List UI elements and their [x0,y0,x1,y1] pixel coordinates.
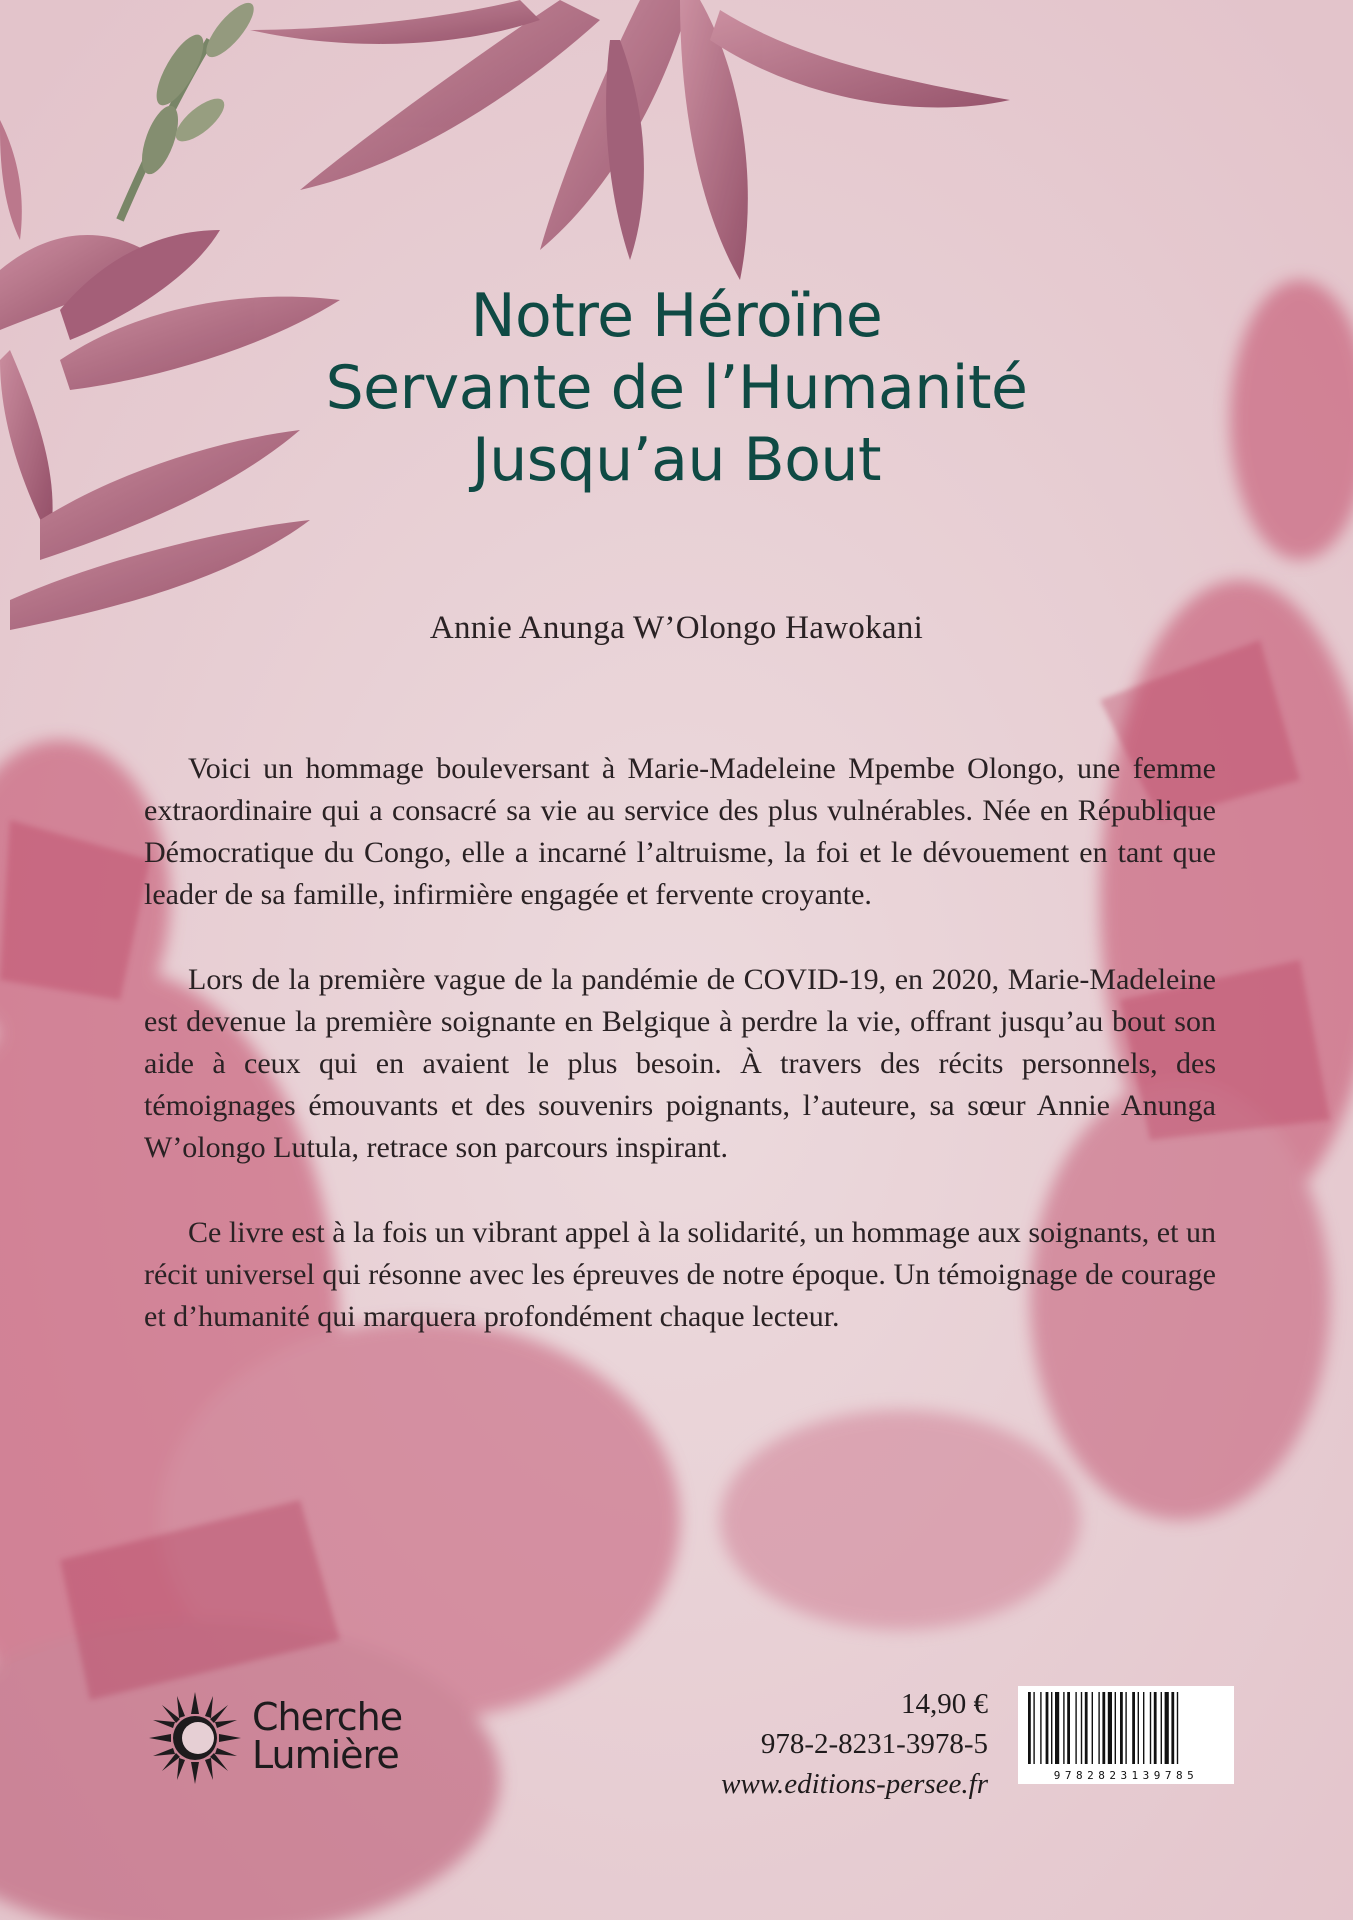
barcode-bar [1040,1692,1041,1764]
blurb-paragraph-3: Ce livre est à la fois un vibrant appel à la solidarité, un hommage aux soignants, et un récit universel qui résonne avec les épreuves de notre époque. Un témoignage de courage et d’humanité qui marquera profondément chaque lecteur. [144,1216,1216,1333]
barcode-bar [1063,1692,1064,1764]
publisher-name-line-1: Cherche [252,1695,403,1739]
pricing-block [721,1684,988,1804]
website-link[interactable]: www.editions-persee.fr [721,1768,988,1800]
barcode-bar [1075,1692,1076,1764]
barcode-bar [1154,1692,1157,1764]
barcode-bar [1125,1692,1126,1764]
publisher-name-line-2: Lumière [252,1733,399,1777]
barcode-bar [1098,1692,1099,1764]
barcode-bar [1115,1692,1116,1764]
barcode-bar [1171,1692,1174,1764]
barcode-bar [1132,1692,1135,1764]
barcode-bar [1165,1692,1169,1764]
barcode-bar [1028,1692,1031,1764]
barcode-bar [1102,1692,1105,1764]
blurb-paragraph-2: Lors de la première vague de la pandémie de COVID-19, en 2020, Marie-Madeleine est devenue la première soignante en Belgique à perdre la vie, offrant jusqu’au bout son aide à ceux qui en avaient le plus besoin. À travers des récits personnels, des témoignages émouvants et des souvenirs poignants, l’auteure, sa sœur Annie Anunga W’olongo Lutula, retrace son parcours inspirant. [144,963,1216,1164]
barcode-bar [1177,1692,1178,1764]
barcode-bar [1046,1692,1049,1764]
barcode-bars [1018,1686,1234,1768]
publisher-logo [145,1688,435,1788]
barcode-bar [1033,1692,1034,1764]
blurb-paragraph-1: Voici un hommage bouleversant à Marie-Madeleine Mpembe Olongo, une femme extraordinaire qui a consacré sa vie au service des plus vulnérables. Née en République Démocratique du Congo, elle a incarné l’altruisme, la foi et le dévouement en tant que leader de sa famille, infirmière engagée et fervente croyante. [144,752,1216,911]
sun-icon [145,1688,245,1788]
barcode-bar [1120,1692,1123,1764]
barcode-bar [1138,1692,1139,1764]
barcode-bar [1055,1692,1059,1764]
barcode-bar [1051,1692,1052,1764]
barcode-bar [1067,1692,1070,1764]
isbn: 978-2-8231-3978-5 [760,1728,988,1760]
book-title [0,280,1353,496]
title-line-1: Notre Héroïne [470,281,883,351]
barcode-bar [1161,1692,1162,1764]
barcode-bar [1108,1692,1112,1764]
barcode [1018,1686,1234,1784]
title-line-2: Servante de l’Humanité [325,353,1028,423]
publisher-name [252,1695,403,1777]
title-line-3: Jusqu’au Bout [472,425,881,495]
barcode-digits: 9782823139785 [1018,1769,1234,1782]
barcode-bar [1085,1692,1088,1764]
barcode-bar [1092,1692,1093,1764]
barcode-bar [1143,1692,1144,1764]
back-cover-blurb [144,748,1216,1381]
barcode-bar [1081,1692,1082,1764]
author-name: Annie Anunga W’Olongo Hawokani [429,610,924,646]
price: 14,90 € [901,1688,988,1720]
barcode-bar [1150,1692,1151,1764]
